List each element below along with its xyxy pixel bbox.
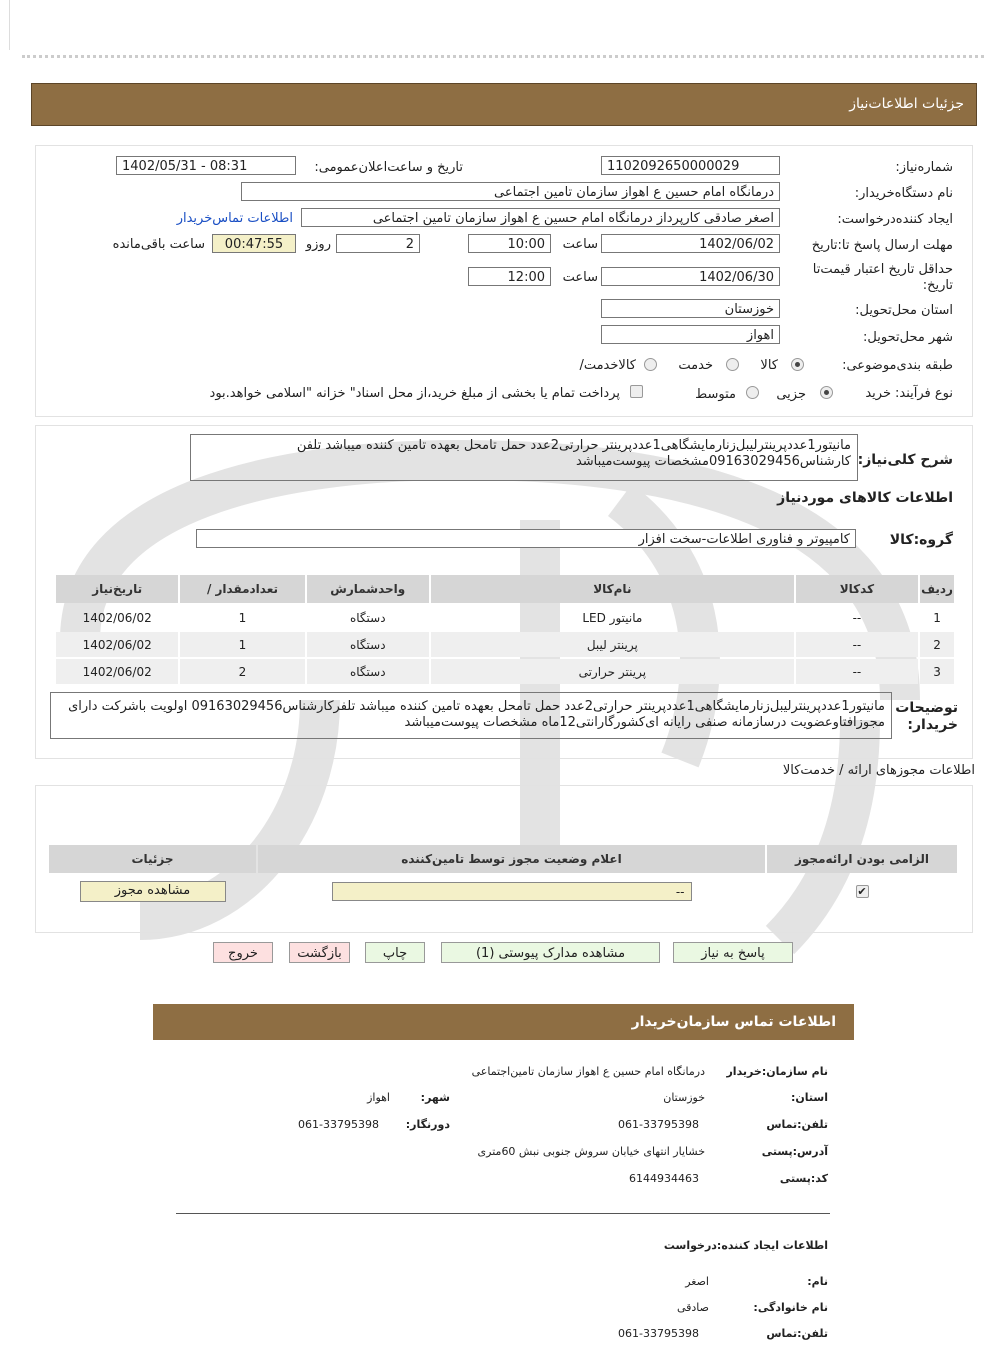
cell-date: 1402/06/02	[82, 610, 152, 625]
contact-city-value: اهواز	[367, 1091, 390, 1104]
contact-address-value: خشایار انتهای خیابان سروش جنوبی نبش 60متری	[477, 1145, 705, 1158]
summary-box: مانیتور1عددپرینترلیبل‌زنارمایشگاهی1عددپرینتر حرارتی2عدد حمل تامحل بعهده تامین کننده میباشد تلفن کارشناس09163029456مشخصات پیوست‌میباشد	[190, 434, 858, 481]
contact-fax-value: 061-33795398	[298, 1118, 379, 1131]
cell-code: --	[852, 610, 862, 625]
col-row: ردیف	[920, 575, 954, 603]
cell-row: 3	[920, 659, 954, 684]
need-number-field: 1102092650000029	[601, 156, 780, 175]
cell-required	[767, 875, 957, 907]
contact-province-label: استان:	[791, 1091, 828, 1104]
cell-qty: 1	[238, 610, 247, 625]
province-label: استان محل‌تحویل:	[855, 303, 953, 318]
view-docs-button[interactable]: مشاهده مدارک پیوستی (1)	[441, 942, 660, 963]
permits-table	[47, 843, 959, 909]
col-status: اعلام وضعیت مجوز توسط تامین‌کننده	[258, 845, 765, 873]
buyer-org-label: نام دستگاه‌خریدار:	[854, 186, 953, 201]
col-name: نام‌کالا	[431, 575, 794, 603]
days-label: روزو	[305, 237, 331, 252]
cell-code: --	[796, 659, 918, 684]
permits-title: اطلاعات مجوزهای ارائه / خدمت‌کالا	[782, 763, 975, 778]
print-button[interactable]: چاپ	[365, 942, 425, 963]
cell-unit: دستگاه	[349, 610, 386, 625]
cell-row: 1	[933, 610, 941, 625]
buyer-contact-link[interactable]: اطلاعات تماس‌خریدار	[176, 211, 293, 226]
category-label: طبقه بندی‌موضوعی:	[842, 358, 953, 373]
contact-phone-value: 061-33795398	[618, 1118, 699, 1131]
col-qty: تعداد‌مقدار /	[180, 575, 304, 603]
view-permit-button[interactable]: مشاهده مجوز	[80, 881, 226, 902]
process-buy-label: خرید	[865, 386, 891, 401]
summary-label: شرح کلی‌نیاز:	[857, 452, 953, 468]
announce-label: تاریخ و ساعت‌اعلان‌عمومی:	[314, 160, 463, 175]
reply-date-field: 1402/06/02	[601, 234, 780, 253]
cell-status	[258, 875, 765, 907]
requester-phone-value: 061-33795398	[618, 1327, 699, 1340]
category-goods-label: کالا	[760, 358, 778, 373]
cell-name: مانیتور LED	[582, 610, 643, 625]
process-label: نوع فرآیند:	[895, 386, 953, 401]
requester-phone-label: تلفن:تماس	[766, 1327, 828, 1340]
goods-info-label: اطلاعات کالاهای موردنیاز	[777, 490, 953, 506]
page-header	[31, 83, 977, 126]
top-dotted-separator	[22, 55, 984, 58]
remaining-label: ساعت باقی‌مانده	[112, 237, 205, 252]
breadcrumb: جزئیات اطلاعات‌نیاز	[849, 96, 964, 112]
cell-date: 1402/06/02	[56, 659, 178, 684]
process-medium-radio[interactable]	[746, 386, 759, 399]
treasury-payment-text: پرداخت تمام یا بخشی از مبلغ خرید،از محل اسناد" خزانه "اسلامی خواهد.بود	[209, 386, 620, 401]
cell-name: پرینتر لیبل	[431, 632, 794, 657]
reply-time-label: ساعت	[562, 237, 598, 252]
requester-name-value: اصغر	[685, 1275, 709, 1288]
category-goods-radio[interactable]	[791, 358, 804, 371]
col-details: جزئیات	[49, 845, 256, 873]
requester-name-label: نام:	[807, 1275, 828, 1288]
buyer-notes-box: مانیتور1عددپرینترلیبل‌زنارمایشگاهی1عددپرینتر حرارتی2عدد حمل تامحل بعهده تامین کننده میباشد تلفرکارشناس09163029456 اولویت باشرکت دارای مجوزافتاوعضویت درسازمانه صنفی رایانه ای‌کشورگارانتی12ماه مشخصات پیوست‌میباشد	[50, 692, 892, 739]
category-goods-service-radio[interactable]	[644, 358, 657, 371]
col-unit: واحدشمارش	[307, 575, 429, 603]
contact-postal-label: کد:پستی	[779, 1172, 828, 1185]
left-border-line	[9, 0, 10, 50]
permit-status-field[interactable]: --	[332, 882, 692, 901]
contact-city-label: شهر:	[420, 1091, 450, 1104]
requester-family-label: نام خانوادگی:	[753, 1301, 828, 1314]
table-row	[49, 875, 957, 907]
cell-name: پرینتر حرارتی	[431, 659, 794, 684]
contact-org-value: درمانگاه امام حسین ع اهواز سازمان تامین‌اجتماعی	[471, 1065, 705, 1078]
validity-time-label: ساعت	[562, 270, 598, 285]
requester-title: اطلاعات ایجاد کننده:درخواست	[663, 1239, 828, 1252]
validity-time-field: 12:00	[468, 267, 551, 286]
cell-unit: دستگاه	[307, 659, 429, 684]
goods-table	[54, 573, 956, 686]
contact-address-label: آدرس:پستی	[761, 1145, 828, 1158]
col-date: تاریخ‌نیاز	[56, 575, 178, 603]
contact-fax-label: دورنگار:	[405, 1118, 450, 1131]
requester-family-value: صادقی	[676, 1301, 709, 1314]
group-field: کامپیوتر و فناوری اطلاعات-سخت افزار	[196, 529, 856, 548]
process-medium-label: متوسط	[695, 387, 736, 402]
exit-button[interactable]: خروج	[213, 942, 273, 963]
table-row	[56, 605, 954, 630]
cell-date: 1402/06/02	[56, 632, 178, 657]
creator-field: اصغر صادقی کارپرداز درمانگاه امام حسین ع اهواز سازمان تامین اجتماعی	[301, 208, 780, 227]
table-row	[56, 632, 954, 657]
category-goods-service-label: کالاخدمت/	[579, 358, 636, 373]
contact-divider	[176, 1213, 830, 1214]
category-service-label: خدمت	[678, 358, 713, 373]
table-row	[56, 659, 954, 684]
reply-time-field: 10:00	[468, 234, 551, 253]
contact-title: اطلاعات تماس سازمان‌خریدار	[631, 1014, 836, 1030]
cell-row: 2	[920, 632, 954, 657]
group-label: گروه:کالا	[889, 532, 953, 548]
buyer-org-field: درمانگاه امام حسین ع اهواز سازمان تامین اجتماعی	[241, 182, 780, 201]
reply-button[interactable]: پاسخ به نیاز	[673, 942, 793, 963]
contact-postal-value: 6144934463	[629, 1172, 699, 1185]
category-service-radio[interactable]	[726, 358, 739, 371]
reply-deadline-label: مهلت ارسال پاسخ تا:تاریخ	[811, 238, 953, 253]
days-field: 2	[336, 234, 420, 253]
buyer-notes-label: توضیحات خریدار:	[895, 700, 958, 733]
city-field: اهواز	[601, 325, 780, 344]
validity-date-field: 1402/06/30	[601, 267, 780, 286]
province-field: خوزستان	[601, 299, 780, 318]
cell-qty: 1	[180, 632, 304, 657]
process-partial-radio[interactable]	[820, 386, 833, 399]
cell-unit: دستگاه	[307, 632, 429, 657]
remaining-timer: 00:47:55	[212, 234, 296, 253]
cell-code: --	[796, 632, 918, 657]
back-button[interactable]: بازگشت	[289, 942, 350, 963]
required-checkbox: ✔	[857, 885, 867, 898]
min-validity-label: حداقل تاریخ اعتبار قیمت‌تا تاریخ:	[812, 262, 953, 293]
process-partial-label: جزیی	[776, 387, 806, 402]
contact-province-value: خوزستان	[663, 1091, 705, 1104]
need-number-label: شماره‌نیاز:	[895, 160, 953, 175]
contact-org-label: نام سازمان:خریدار	[726, 1065, 828, 1078]
contact-phone-label: تلفن:تماس	[766, 1118, 828, 1131]
city-label: شهر محل‌تحویل:	[863, 330, 953, 345]
cell-qty: 2	[180, 659, 304, 684]
treasury-payment-checkbox[interactable]	[630, 385, 643, 398]
creator-label: ایجاد کننده‌درخواست:	[837, 212, 953, 227]
col-code: کدکالا	[796, 575, 918, 603]
col-required: الزامی بودن ارائه‌مجوز	[767, 845, 957, 873]
announce-field: 1402/05/31 - 08:31	[116, 156, 296, 175]
cell-details	[49, 875, 256, 907]
contact-header	[153, 1004, 854, 1040]
